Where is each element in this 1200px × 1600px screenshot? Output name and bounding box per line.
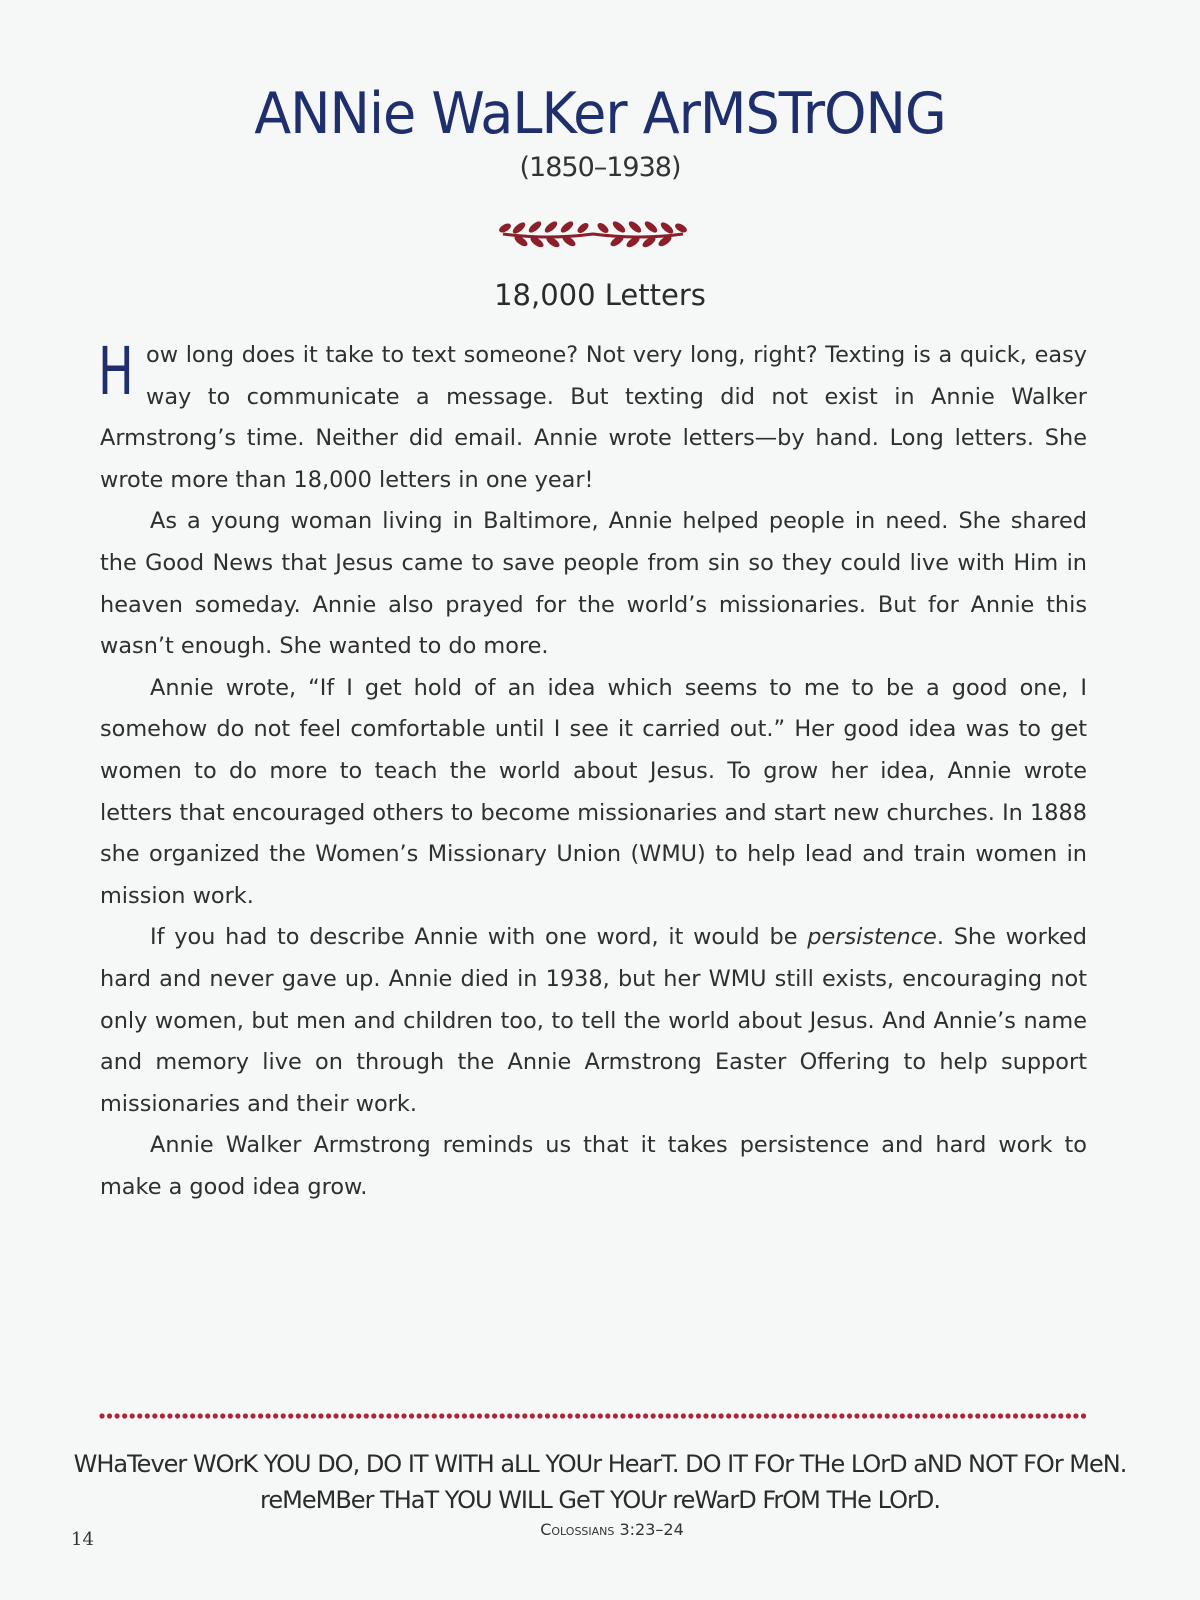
divider-dot (432, 1413, 437, 1418)
verse-line-1: WHaTever WOrK YOU DO, DO IT WITH aLL YOUr HearT. DO IT FOr THe LOrD aND NOT FOr MeN. (73, 1450, 1127, 1478)
verse-reference: Colossians 3:23–24 (540, 1520, 684, 1539)
paragraph-4-text-b: . She worked hard and never gave up. Annie died in 1938, but her WMU still exists, encouraging not only women, but men and children too, to tell the world about Jesus. And Annie’s name and memory live on through the Annie Armstrong Easter Offering to help support missionaries and their work. (100, 924, 1087, 1117)
section-heading: 18,000 Letters (494, 278, 706, 312)
divider-dot (832, 1413, 837, 1418)
divider-dot (137, 1413, 142, 1418)
divider-dot (303, 1413, 308, 1418)
divider-dot (688, 1413, 693, 1418)
divider-dot (484, 1413, 489, 1418)
paragraph-4-text-a: If you had to describe Annie with one word, it would be (150, 924, 808, 951)
divider-dot (711, 1413, 716, 1418)
divider-dot (900, 1413, 905, 1418)
divider-dot (182, 1413, 187, 1418)
dotted-divider (99, 1412, 1089, 1420)
divider-dot (213, 1413, 218, 1418)
divider-dot (907, 1413, 912, 1418)
divider-dot (953, 1413, 958, 1418)
divider-dot (922, 1413, 927, 1418)
divider-dot (515, 1413, 520, 1418)
paragraph-2: As a young woman living in Baltimore, Annie helped people in need. She shared the Good News that Jesus came to save people from sin so they could live with Him in heaven someday. Annie also prayed for the world’s missionaries. But for Annie this wasn’t enough. She wanted to do more. (100, 508, 1087, 660)
divider-dot (288, 1413, 293, 1418)
divider-dot (281, 1413, 286, 1418)
divider-dot (1021, 1413, 1026, 1418)
divider-dot (386, 1413, 391, 1418)
divider-dot (318, 1413, 323, 1418)
paragraph-3: Annie wrote, “If I get hold of an idea which seems to me to be a good one, I somehow do not feel comfortable until I see it carried out.” Her good idea was to get women to do more to teach the world about Jesus. To grow her idea, Annie wrote letters that encouraged others to become missionaries and start new churches. In 1888 she organized the Women’s Missionary Union (WMU) to help lead and train women in mission work. (100, 674, 1087, 909)
divider-dot (998, 1413, 1003, 1418)
divider-dot (530, 1413, 535, 1418)
divider-dot (794, 1413, 799, 1418)
divider-dot (568, 1413, 573, 1418)
divider-dot (462, 1413, 467, 1418)
divider-dot (145, 1413, 150, 1418)
divider-dot (266, 1413, 271, 1418)
divider-dot (749, 1413, 754, 1418)
divider-dot (1073, 1413, 1078, 1418)
divider-dot (99, 1413, 104, 1418)
divider-dot (756, 1413, 761, 1418)
divider-dot (220, 1413, 225, 1418)
divider-dot (726, 1413, 731, 1418)
divider-dot (817, 1413, 822, 1418)
divider-dot (1005, 1413, 1010, 1418)
divider-dot (333, 1413, 338, 1418)
divider-dot (862, 1413, 867, 1418)
divider-dot (635, 1413, 640, 1418)
divider-dot (190, 1413, 195, 1418)
divider-dot (1058, 1413, 1063, 1418)
divider-dot (356, 1413, 361, 1418)
divider-dot (643, 1413, 648, 1418)
divider-dot (552, 1413, 557, 1418)
divider-dot (734, 1413, 739, 1418)
divider-dot (198, 1413, 203, 1418)
divider-dot (349, 1413, 354, 1418)
divider-dot (424, 1413, 429, 1418)
divider-dot (719, 1413, 724, 1418)
divider-dot (130, 1413, 135, 1418)
divider-dot (1066, 1413, 1071, 1418)
divider-dot (741, 1413, 746, 1418)
divider-dot (590, 1413, 595, 1418)
divider-dot (401, 1413, 406, 1418)
divider-dot (394, 1413, 399, 1418)
laurel-branch-icon (497, 214, 689, 254)
divider-dot (115, 1413, 120, 1418)
divider-dot (122, 1413, 127, 1418)
divider-dot (575, 1413, 580, 1418)
divider-dot (824, 1413, 829, 1418)
divider-dot (537, 1413, 542, 1418)
divider-dot (658, 1413, 663, 1418)
divider-dot (930, 1413, 935, 1418)
divider-dot (273, 1413, 278, 1418)
divider-dot (1081, 1413, 1086, 1418)
paragraph-4 (100, 917, 1087, 1125)
divider-dot (779, 1413, 784, 1418)
page-title: ANNie WaLKer ArMSTrONG (254, 80, 946, 147)
divider-dot (545, 1413, 550, 1418)
divider-dot (258, 1413, 263, 1418)
article-body (100, 335, 1087, 1208)
divider-dot (703, 1413, 708, 1418)
divider-dot (854, 1413, 859, 1418)
divider-dot (786, 1413, 791, 1418)
life-dates: (1850–1938) (519, 152, 681, 183)
divider-dot (560, 1413, 565, 1418)
divider-dot (945, 1413, 950, 1418)
divider-dot (839, 1413, 844, 1418)
divider-dot (364, 1413, 369, 1418)
divider-dot (651, 1413, 656, 1418)
divider-dot (613, 1413, 618, 1418)
divider-dot (409, 1413, 414, 1418)
divider-dot (152, 1413, 157, 1418)
divider-dot (477, 1413, 482, 1418)
divider-dot (243, 1413, 248, 1418)
divider-dot (1043, 1413, 1048, 1418)
divider-dot (1036, 1413, 1041, 1418)
divider-dot (107, 1413, 112, 1418)
divider-dot (175, 1413, 180, 1418)
verse-line-2: reMeMBer THaT YOU WILL GeT YOUr reWarD FrOM THe LOrD. (260, 1486, 940, 1514)
divider-dot (379, 1413, 384, 1418)
paragraph-1 (100, 335, 1087, 501)
divider-dot (802, 1413, 807, 1418)
divider-dot (228, 1413, 233, 1418)
divider-dot (877, 1413, 882, 1418)
divider-dot (447, 1413, 452, 1418)
divider-dot (696, 1413, 701, 1418)
divider-dot (666, 1413, 671, 1418)
divider-dot (771, 1413, 776, 1418)
divider-dot (583, 1413, 588, 1418)
divider-dot (809, 1413, 814, 1418)
divider-dot (250, 1413, 255, 1418)
divider-dot (522, 1413, 527, 1418)
divider-dot (341, 1413, 346, 1418)
divider-dot (311, 1413, 316, 1418)
divider-dot (1028, 1413, 1033, 1418)
divider-dot (1013, 1413, 1018, 1418)
drop-cap: H (98, 333, 134, 410)
divider-dot (915, 1413, 920, 1418)
divider-dot (507, 1413, 512, 1418)
emphasis-word: persistence (807, 924, 937, 951)
divider-dot (371, 1413, 376, 1418)
divider-dot (296, 1413, 301, 1418)
divider-dot (235, 1413, 240, 1418)
divider-dot (847, 1413, 852, 1418)
paragraph-5: Annie Walker Armstrong reminds us that it takes persistence and hard work to make a good idea grow. (100, 1132, 1087, 1200)
divider-dot (417, 1413, 422, 1418)
divider-dot (983, 1413, 988, 1418)
divider-dot (205, 1413, 210, 1418)
divider-dot (167, 1413, 172, 1418)
divider-dot (620, 1413, 625, 1418)
divider-dot (968, 1413, 973, 1418)
divider-dot (681, 1413, 686, 1418)
divider-dot (439, 1413, 444, 1418)
divider-dot (892, 1413, 897, 1418)
divider-dot (937, 1413, 942, 1418)
paragraph-1-text: ow long does it take to text someone? Not very long, right? Texting is a quick, easy way to communicate a message. But texting did not exist in Annie Walker Armstrong’s time. Neither did email. Annie wrote letters—by hand. Long letters. She wrote more than 18,000 letters in one year! (100, 342, 1087, 493)
divider-dot (500, 1413, 505, 1418)
divider-dot (975, 1413, 980, 1418)
divider-dot (960, 1413, 965, 1418)
divider-dot (870, 1413, 875, 1418)
divider-dot (160, 1413, 165, 1418)
divider-dot (1051, 1413, 1056, 1418)
divider-dot (454, 1413, 459, 1418)
divider-dot (469, 1413, 474, 1418)
divider-dot (598, 1413, 603, 1418)
divider-dot (628, 1413, 633, 1418)
divider-dot (885, 1413, 890, 1418)
page-number: 14 (71, 1529, 94, 1550)
divider-dot (326, 1413, 331, 1418)
divider-dot (673, 1413, 678, 1418)
divider-dot (492, 1413, 497, 1418)
divider-dot (990, 1413, 995, 1418)
divider-dot (764, 1413, 769, 1418)
divider-dot (605, 1413, 610, 1418)
scripture-verse (0, 1446, 1200, 1518)
